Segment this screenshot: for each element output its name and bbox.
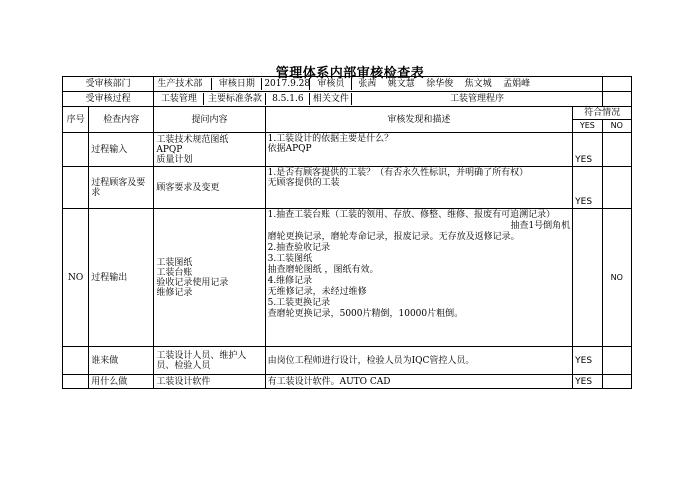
row-finding: 1.抽查工装台账（工装的领用、存放、修整、维修、报废有可追溯记录） 抽查1号倒角机 磨轮更换记录，磨轮寿命记录，报废记录。无存放及返修记录。 2.抽查验收记录 3.工装图纸 抽查磨轮图纸 ，图纸有效。 4.维修记录 无维修记录，未经过维修 5.工装更换记录 查磨轮更换记录，5000片精倒，10000片粗倒。 (265, 209, 573, 347)
clause-value: 8.5.1.6 (266, 93, 310, 105)
header-row-process (63, 92, 632, 107)
col-no-conform: NO (602, 120, 631, 133)
row-yes: YES (573, 375, 602, 389)
row-hint: 工装设计人员、维护人员、检验人员 (154, 347, 265, 375)
row-no (63, 133, 89, 167)
process-label: 受审核过程 (63, 92, 154, 107)
row-check: 谁来做 (89, 347, 154, 375)
row-no: NO (63, 209, 89, 347)
row-hint: 工装技术规范图纸 APQP 质量计划 (154, 133, 265, 167)
table-row (63, 167, 632, 209)
row-yes: YES (573, 347, 602, 375)
clause-label: 主要标准条款 (204, 93, 266, 105)
row-no-mark (602, 133, 631, 167)
auditor-names: 张茜 姚文慧 徐华俊 焦文城 孟娟峰 (358, 79, 531, 89)
row-no-mark (602, 167, 631, 209)
date-label: 审核日期 (212, 78, 262, 90)
col-yes: YES (573, 120, 602, 133)
row-check: 过程顾客及要求 (89, 167, 154, 209)
auditor-label: 审核员 (310, 78, 352, 90)
row-no-mark: NO (602, 209, 631, 347)
table-row (63, 375, 632, 389)
table-row (63, 347, 632, 375)
row-no (63, 347, 89, 375)
row-finding: 有工装设计软件。AUTO CAD (265, 375, 573, 389)
dept-label: 受审核部门 (63, 77, 154, 92)
col-conform: 符合情况 (573, 107, 632, 120)
row-no-mark (602, 347, 631, 375)
col-hint: 提问内容 (154, 107, 265, 133)
row-no-mark (602, 375, 631, 389)
row-check: 过程输出 (89, 209, 154, 347)
col-finding: 审核发现和描述 (265, 107, 573, 133)
row-yes: YES (573, 133, 602, 167)
row-finding: 由岗位工程师进行设计，检验人员为IQC管控人员。 (265, 347, 573, 375)
dept-value: 生产技术部 (154, 78, 212, 90)
column-header-row (63, 107, 632, 120)
col-check: 检查内容 (89, 107, 154, 133)
row-no (63, 375, 89, 389)
row-yes: YES (573, 167, 602, 209)
table-row (63, 133, 632, 167)
audit-checklist-table (62, 76, 632, 389)
row-hint: 工装图纸 工装台账 验收记录使用记录 维修记录 (154, 209, 265, 347)
date-value: 2017.9.28 (264, 79, 311, 89)
row-finding: 1.工装设计的依据主要是什么？ 依据APQP (265, 133, 573, 167)
document-title: 管理体系内部审核检查表 (275, 66, 425, 81)
table-row (63, 209, 632, 347)
row-finding: 1.是否有顾客提供的工装？（有否永久性标识，并明确了所有权） 无顾客提供的工装 (265, 167, 573, 209)
related-doc-value: 工装管理程序 (449, 94, 504, 104)
row-hint: 顾客要求及变更 (154, 167, 265, 209)
row-no (63, 167, 89, 209)
row-check: 过程输入 (89, 133, 154, 167)
row-hint: 工装设计软件 (154, 375, 265, 389)
row-yes (573, 209, 602, 347)
related-doc-label: 相关文件 (310, 93, 352, 105)
header-row-dept (63, 77, 632, 92)
col-no: 序号 (63, 107, 89, 133)
row-check: 用什么做 (89, 375, 154, 389)
process-value: 工装管理 (154, 93, 204, 105)
